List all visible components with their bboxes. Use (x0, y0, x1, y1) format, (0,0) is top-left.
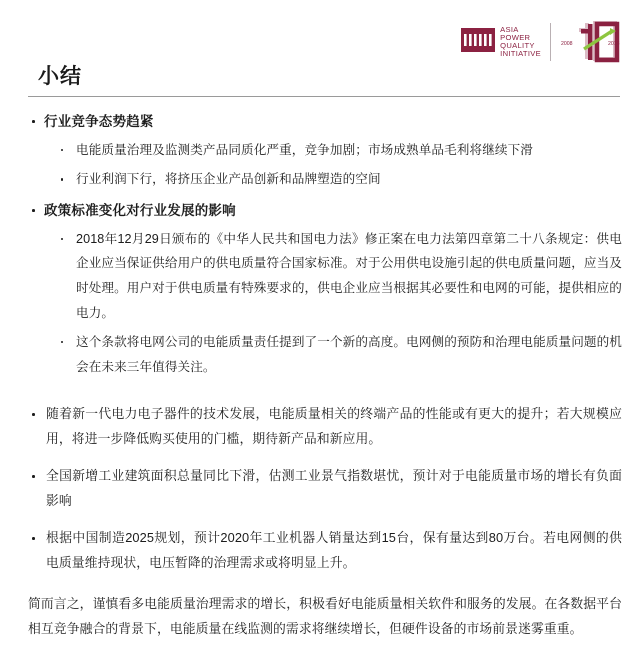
page-title: 小结 (38, 65, 82, 88)
bullet-dot-icon (32, 209, 35, 212)
apqi-wordmark-icon (461, 26, 495, 59)
list-item-text: 随着新一代电力电子器件的技术发展，电能质量相关的终端产品的性能或有更大的提升；若大规模应用，将进一步降低购买使用的门槛，期待新产品和新应用。 (46, 406, 622, 447)
section-heading (28, 201, 622, 222)
section-heading (28, 112, 622, 133)
list-item-text: 2018年12月29日颁布的《中华人民共和国电力法》修正案在电力法第四章第二十八条规定：供电企业应当保证供给用户的供电质量符合国家标准。对于公用供电设施引起的供电质量问题，应当及时处理。用户对于供电质量有特殊要求的，供电企业应当根据其必要性和电网的可能，提供相应的电力。 (76, 231, 622, 320)
section-heading-text: 政策标准变化对行业发展的影响 (44, 203, 236, 219)
closing-paragraph: 简而言之，谨慎看多电能质量治理需求的增长，积极看好电能质量相关软件和服务的发展。在各数据平台相互竞争融合的背景下，电能质量在线监测的需求将继续增长，但硬件设备的市场前景迷雾重重。 (28, 595, 622, 636)
bullet-dot-icon (32, 120, 35, 123)
logo-line-power: POWER (500, 32, 531, 42)
list-item-text: 根据中国制造2025规划，预计2020年工业机器人销量达到15台，保有量达到80万台。若电网侧的供电质量维持现状，电压暂降的治理需求或将明显上升。 (46, 530, 622, 570)
list-item (56, 138, 622, 163)
bullet-dot-icon (32, 475, 35, 478)
apqi-brand-mark (461, 26, 541, 59)
spacer (28, 384, 622, 390)
list-item (28, 526, 622, 576)
bullet-dot-icon (61, 149, 63, 151)
list-item-text: 行业利润下行，将挤压企业产品创新和品牌塑造的空间 (76, 172, 381, 187)
list-item-text: 这个条款将电网公司的电能质量责任提到了一个新的高度。电网侧的预防和治理电能质量问题的机会在未来三年值得关注。 (76, 335, 622, 374)
logo-line-quality: QUALITY (500, 41, 535, 50)
bullet-dot-icon (61, 238, 63, 240)
logo-divider (550, 23, 551, 61)
slide-content (28, 103, 622, 642)
title-divider (28, 96, 620, 97)
list-item (56, 227, 622, 325)
section-heading-text: 行业竞争态势趋紧 (44, 114, 154, 129)
apqi-logo (461, 18, 622, 66)
anniversary-10-icon (560, 19, 622, 65)
bullet-dot-icon (61, 178, 63, 180)
list-item (28, 464, 622, 514)
bullet-dot-icon (61, 341, 63, 343)
logo-line-initiative: INITIATIVE (500, 49, 541, 59)
bullet-dot-icon (32, 413, 35, 416)
logo-line-asia: ASIA (500, 24, 519, 34)
anniversary-year-start: 2008 (561, 41, 573, 47)
apqi-tagline (500, 26, 541, 59)
list-item (56, 330, 622, 379)
list-item-text: 电能质量治理及监测类产品同质化严重，竞争加剧；市场成熟单品毛利将继续下滑 (76, 142, 533, 157)
list-item-text: 全国新增工业建筑面积总量同比下滑，估测工业景气指数堪忧，预计对于电能质量市场的增长有负面影响 (46, 468, 622, 509)
list-item (28, 402, 622, 452)
bullet-dot-icon (32, 537, 35, 540)
anniversary-year-end: 2018 (608, 41, 620, 47)
list-item (56, 167, 622, 192)
